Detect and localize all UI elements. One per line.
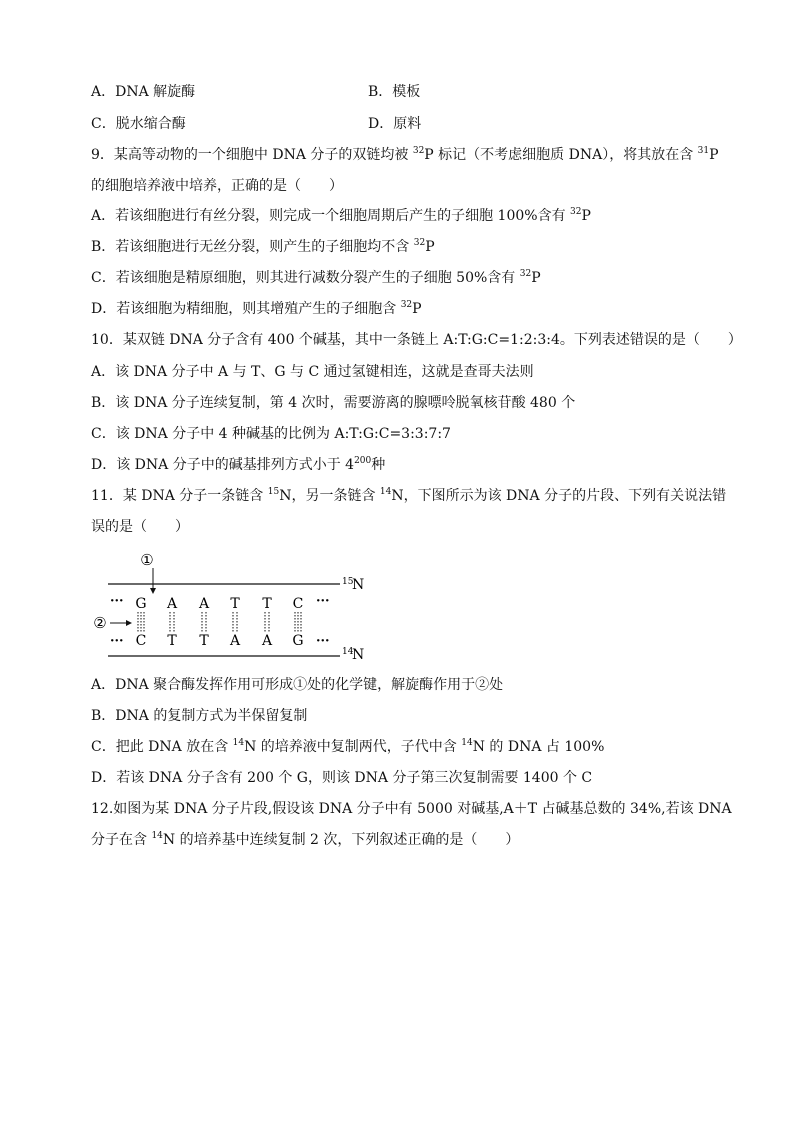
q10-option-b: B．该 DNA 分子连续复制，第 4 次时，需要游离的腺嘌呤脱氧核苷酸 480 个 bbox=[91, 395, 576, 411]
marker-1-label: ① bbox=[140, 551, 154, 569]
q10-option-d: D．该 DNA 分子中的碱基排列方式小于 $4^{200}$种 bbox=[91, 456, 386, 473]
bottom-strand-label: N bbox=[352, 647, 365, 663]
q9-stem-line1: 9．某高等动物的一个细胞中 DNA 分子的双链均被 $^{32}$P 标记（不考虑细胞质 DNA），将其放在含 $^{31}$P bbox=[91, 146, 719, 163]
q10-option-c: C．该 DNA 分子中 4 种碱基的比例为 A:T:G:C=3:3:7:7 bbox=[91, 426, 451, 442]
top-right-ellipsis: ··· bbox=[316, 594, 330, 609]
top-left-ellipsis: ··· bbox=[110, 594, 124, 609]
bottom-left-ellipsis: ··· bbox=[110, 634, 124, 649]
bottom-base-4: A bbox=[229, 633, 241, 649]
q11-option-b: B．DNA 的复制方式为半保留复制 bbox=[91, 708, 308, 724]
q8-option-b: B．模板 bbox=[368, 84, 421, 100]
q11-stem-line1: 11．某 DNA 分子一条链含 $^{15}$N，另一条链含 $^{14}$N，下图所示为该 DNA 分子的片段、下列有关说法错 bbox=[91, 487, 727, 504]
top-strand-label: N bbox=[352, 577, 365, 593]
q8-option-a: A．DNA 解旋酶 bbox=[91, 84, 196, 100]
marker-2-label: ② bbox=[93, 614, 107, 632]
q12-stem-line1: 12.如图为某 DNA 分子片段,假设该 DNA 分子中有 5000 对碱基,A＋T 占碱基总数的 34%,若该 DNA bbox=[91, 801, 732, 817]
top-base-6: C bbox=[292, 596, 304, 612]
q11-option-c: C．把此 DNA 放在含 $^{14}$N 的培养液中复制两代，子代中含 $^{14}$N 的 DNA 占 100% bbox=[91, 738, 605, 755]
q9-option-b: B．若该细胞进行无丝分裂，则产生的子细胞均不含 $^{32}$P bbox=[91, 238, 435, 255]
hydrogen-bonds bbox=[138, 612, 301, 632]
dna-fragment-diagram bbox=[88, 548, 378, 666]
q8-option-d: D．原料 bbox=[368, 116, 422, 132]
top-base-1: G bbox=[135, 596, 147, 612]
q9-stem-line2: 的细胞培养液中培养，正确的是（ ） bbox=[91, 178, 343, 194]
top-base-3: A bbox=[198, 596, 210, 612]
bottom-base-3: T bbox=[199, 633, 209, 649]
bottom-strand-label-sup: 14 bbox=[342, 647, 354, 657]
bottom-base-6: G bbox=[292, 633, 304, 649]
q11-option-d: D．若该 DNA 分子含有 200 个 G，则该 DNA 分子第三次复制需要 1400 个 C bbox=[91, 770, 593, 786]
q8-option-c: C．脱水缩合酶 bbox=[91, 116, 186, 132]
bottom-base-2: T bbox=[167, 633, 177, 649]
top-base-4: T bbox=[230, 596, 240, 612]
q11-option-a: A．DNA 聚合酶发挥作用可形成①处的化学键，解旋酶作用于②处 bbox=[91, 677, 504, 693]
top-base-5: T bbox=[262, 596, 272, 612]
q10-stem: 10．某双链 DNA 分子含有 400 个碱基，其中一条链上 A:T:G:C=1:2:3:4。下列表述错误的是（ ） bbox=[91, 332, 742, 348]
q9-option-a: A．若该细胞进行有丝分裂，则完成一个细胞周期后产生的子细胞 100%含有 $^{32}$P bbox=[91, 207, 591, 224]
q10-option-a: A．该 DNA 分子中 A 与 T、G 与 C 通过氢键相连，这就是查哥夫法则 bbox=[91, 364, 534, 380]
top-strand-label-sup: 15 bbox=[342, 577, 354, 587]
q9-option-d: D．若该细胞为精细胞，则其增殖产生的子细胞含 $^{32}$P bbox=[91, 300, 422, 317]
top-base-2: A bbox=[166, 596, 178, 612]
q11-stem-line2: 误的是（ ） bbox=[91, 519, 189, 535]
bottom-base-5: A bbox=[261, 633, 273, 649]
q12-stem-line2: 分子在含 $^{14}$N 的培养基中连续复制 2 次，下列叙述正确的是（ ） bbox=[91, 831, 520, 848]
bottom-base-1: C bbox=[135, 633, 147, 649]
marker-1-arrowhead bbox=[150, 588, 156, 594]
bottom-right-ellipsis: ··· bbox=[316, 634, 330, 649]
marker-2-arrowhead bbox=[126, 620, 132, 626]
q9-option-c: C．若该细胞是精原细胞，则其进行减数分裂产生的子细胞 50%含有 $^{32}$P bbox=[91, 269, 541, 286]
